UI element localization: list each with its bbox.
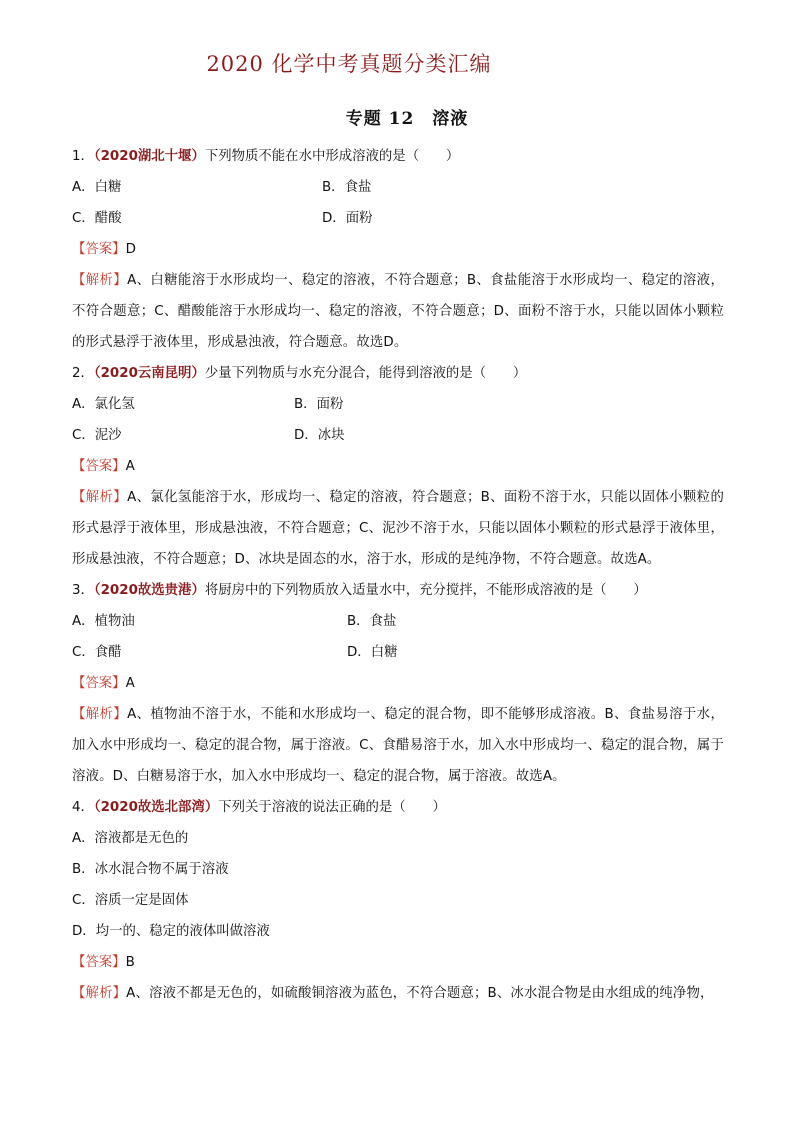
option-a: A．白糖 [72,180,122,195]
answer-value: B [125,955,135,970]
question-stem [72,358,724,389]
question-number: 3． [72,583,94,598]
option-row [72,203,724,234]
option-b: B．面粉 [294,397,344,412]
answer-tag: 【答案】 [72,955,126,970]
analysis-paragraph [72,978,724,1009]
answer-line [72,668,724,699]
answer-value: A [125,676,135,691]
question-number: 2． [72,366,94,381]
option-c: C．食醋 [72,645,122,660]
question-3 [72,575,724,792]
option-row [72,637,724,668]
analysis-text: A、氯化氢能溶于水，形成均一、稳定的溶液，符合题意；B、面粉不溶于水，只能以固体小颗粒的形式悬浮于液体里，形成悬浊液，不符合题意；C、泥沙不溶于水，只能以固体小颗粒的形式悬浮于液体里，形成悬浊液，不符合题意；D、冰块是固态的水，溶于水，形成的是纯净物，不符合题意。故选A。 [72,490,724,567]
option-a: A．植物油 [72,614,135,629]
analysis-tag: 【解析】 [72,273,128,288]
page-header-title: 2020 化学中考真题分类汇编 [206,52,492,76]
analysis-text: A、溶液不都是无色的，如硫酸铜溶液为蓝色，不符合题意；B、冰水混合物是由水组成的纯净物， [126,986,714,1001]
answer-tag: 【答案】 [72,242,126,257]
option-b: B．食盐 [322,180,372,195]
answer-value: A [125,459,135,474]
option-row [72,420,724,451]
option-d: D．均一的、稳定的液体叫做溶液 [72,924,270,939]
option-c: C．醋酸 [72,211,122,226]
option-d: D．面粉 [322,211,373,226]
option-c: C．溶质一定是固体 [72,893,189,908]
analysis-paragraph [72,265,724,358]
answer-line [72,234,724,265]
question-source: （2020湖北十堰） [93,149,205,164]
answer-tag: 【答案】 [72,676,126,691]
analysis-tag: 【解析】 [72,490,128,505]
analysis-tag: 【解析】 [72,986,127,1001]
question-stem-text: 下列关于溶液的说法正确的是（ ） [218,800,446,815]
topic-title [0,104,794,129]
question-stem-text: 下列物质不能在水中形成溶液的是（ ） [204,149,460,164]
analysis-paragraph [72,699,724,792]
option-b: B．食盐 [347,614,397,629]
option-d: D．白糖 [347,645,398,660]
question-number: 4． [72,800,94,815]
question-stem [72,141,724,172]
answer-tag: 【答案】 [72,459,126,474]
analysis-text: A、白糖能溶于水形成均一、稳定的溶液，不符合题意；B、食盐能溶于水形成均一、稳定的溶液，不符合题意；C、醋酸能溶于水形成均一、稳定的溶液，不符合题意；D、面粉不溶于水，只能以固体小颗粒的形式悬浮于液体里，形成悬浊液，符合题意。故选D。 [72,273,724,350]
question-stem-text: 少量下列物质与水充分混合，能得到溶液的是（ ） [204,366,527,381]
question-4 [72,792,724,1009]
analysis-text: A、植物油不溶于水，不能和水形成均一、稳定的混合物，即不能够形成溶液。B、食盐易溶于水，加入水中形成均一、稳定的混合物，属于溶液。C、食醋易溶于水，加入水中形成均一、稳定的混合物，属于溶液。D、白糖易溶于水，加入水中形成均一、稳定的混合物，属于溶液。故选A。 [72,707,724,784]
option-row [72,606,724,637]
question-stem-text: 将厨房中的下列物质放入适量水中，充分搅拌，不能形成溶液的是（ ） [204,583,647,598]
option-a: A．溶液都是无色的 [72,831,189,846]
page-header [0,48,794,78]
question-number: 1． [72,149,94,164]
answer-line [72,947,724,978]
question-stem [72,792,724,823]
question-stem [72,575,724,606]
option-row [72,172,724,203]
answer-value: D [125,242,136,257]
option-b: B．冰水混合物不属于溶液 [72,862,229,877]
option-d: D．冰块 [294,428,345,443]
topic-title-text: 专题 12 溶液 [345,109,469,129]
analysis-paragraph [72,482,724,575]
analysis-tag: 【解析】 [72,707,128,722]
option-c: C．泥沙 [72,428,122,443]
question-2 [72,358,724,575]
question-source: （2020云南昆明） [93,366,205,381]
question-source: （2020故选贵港） [93,583,205,598]
answer-line [72,451,724,482]
option-row [72,389,724,420]
option-a: A．氯化氢 [72,397,135,412]
question-1 [72,141,724,358]
question-list [72,141,724,1009]
question-source: （2020故选北部湾） [93,800,219,815]
